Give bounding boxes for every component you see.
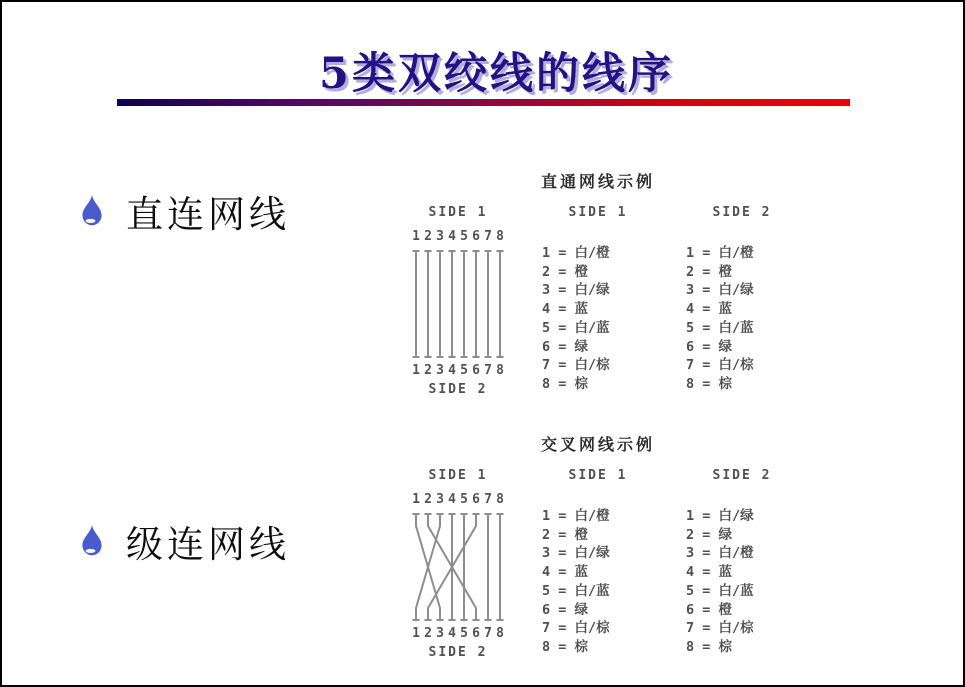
table-header: SIDE 2 [712,468,772,483]
slide-title: 5类双绞线的线序 [319,49,674,99]
pin-color-row: 1 = 白/橙 [542,508,610,524]
pin-color-list [686,507,798,657]
pin-color-row: 6 = 橙 [686,601,733,618]
pin-color-row: 8 = 棕 [542,638,589,655]
side2-label: SIDE 2 [428,382,488,397]
pin-color-row: 3 = 白/橙 [686,545,754,562]
bullet-label: 直连网线 [126,193,290,236]
pin-numbers-bottom: 1 2 3 4 5 6 7 8 [412,626,504,641]
pin-color-list [542,244,654,394]
pin-color-list [686,244,798,394]
pin-color-row: 3 = 白/绿 [542,282,610,299]
pin-color-row: 5 = 白/蓝 [542,319,610,336]
pin-color-row: 8 = 棕 [686,638,733,655]
pin-color-row: 3 = 白/绿 [542,545,610,562]
pin-color-row: 5 = 白/蓝 [686,582,754,599]
pin-color-row: 2 = 橙 [542,526,589,543]
pin-numbers-top: 1 2 3 4 5 6 7 8 [412,492,504,507]
pin-color-row: 6 = 绿 [542,601,589,618]
side1-label: SIDE 1 [428,468,488,483]
side2-label: SIDE 2 [428,645,488,660]
pin-color-list [542,507,654,657]
pin-color-row: 1 = 白/绿 [686,508,754,524]
water-drop-icon [80,524,104,556]
pin-color-row: 5 = 白/蓝 [542,582,610,599]
pin-color-row: 7 = 白/棕 [542,357,610,374]
pin-color-row: 2 = 绿 [686,526,733,543]
wire-column [410,205,506,397]
pin-color-row: 7 = 白/棕 [542,620,610,637]
bullet-item-straight-cable [80,184,290,238]
pin-numbers-top: 1 2 3 4 5 6 7 8 [412,229,504,244]
pin-color-row: 4 = 蓝 [686,301,733,318]
table-header: SIDE 1 [568,205,628,220]
pin-color-row: 1 = 白/橙 [542,245,610,261]
side2-color-table [686,468,798,657]
side2-color-table [686,205,798,394]
side1-color-table [542,205,654,394]
wire-lines [410,247,506,361]
pin-color-row: 2 = 橙 [542,263,589,280]
pin-color-row: 3 = 白/绿 [686,282,754,299]
pin-color-row: 6 = 绿 [686,338,733,355]
pin-color-row: 1 = 白/橙 [686,245,754,261]
straight-through-diagram [402,169,794,419]
wire-lines [410,510,506,624]
pin-color-row: 4 = 蓝 [686,564,733,581]
table-header: SIDE 1 [568,468,628,483]
title-divider-rule [117,99,850,106]
pin-color-row: 7 = 白/棕 [686,357,754,374]
bullet-item-crossover-cable [80,514,290,568]
diagram-title: 直通网线示例 [540,174,655,191]
pin-color-row: 4 = 蓝 [542,564,589,581]
pin-color-row: 6 = 绿 [542,338,589,355]
side1-label: SIDE 1 [428,205,488,220]
diagram-title: 交叉网线示例 [540,437,655,454]
pin-color-row: 4 = 蓝 [542,301,589,318]
wire-column [410,468,506,660]
pin-color-row: 2 = 橙 [686,263,733,280]
side1-color-table [542,468,654,657]
water-drop-icon [80,194,104,226]
pin-color-row: 8 = 棕 [542,375,589,392]
crossover-diagram [402,432,794,682]
table-header: SIDE 2 [712,205,772,220]
bullet-label: 级连网线 [126,523,290,566]
pin-numbers-bottom: 1 2 3 4 5 6 7 8 [412,363,504,378]
pin-color-row: 8 = 棕 [686,375,733,392]
pin-color-row: 5 = 白/蓝 [686,319,754,336]
pin-color-row: 7 = 白/棕 [686,620,754,637]
